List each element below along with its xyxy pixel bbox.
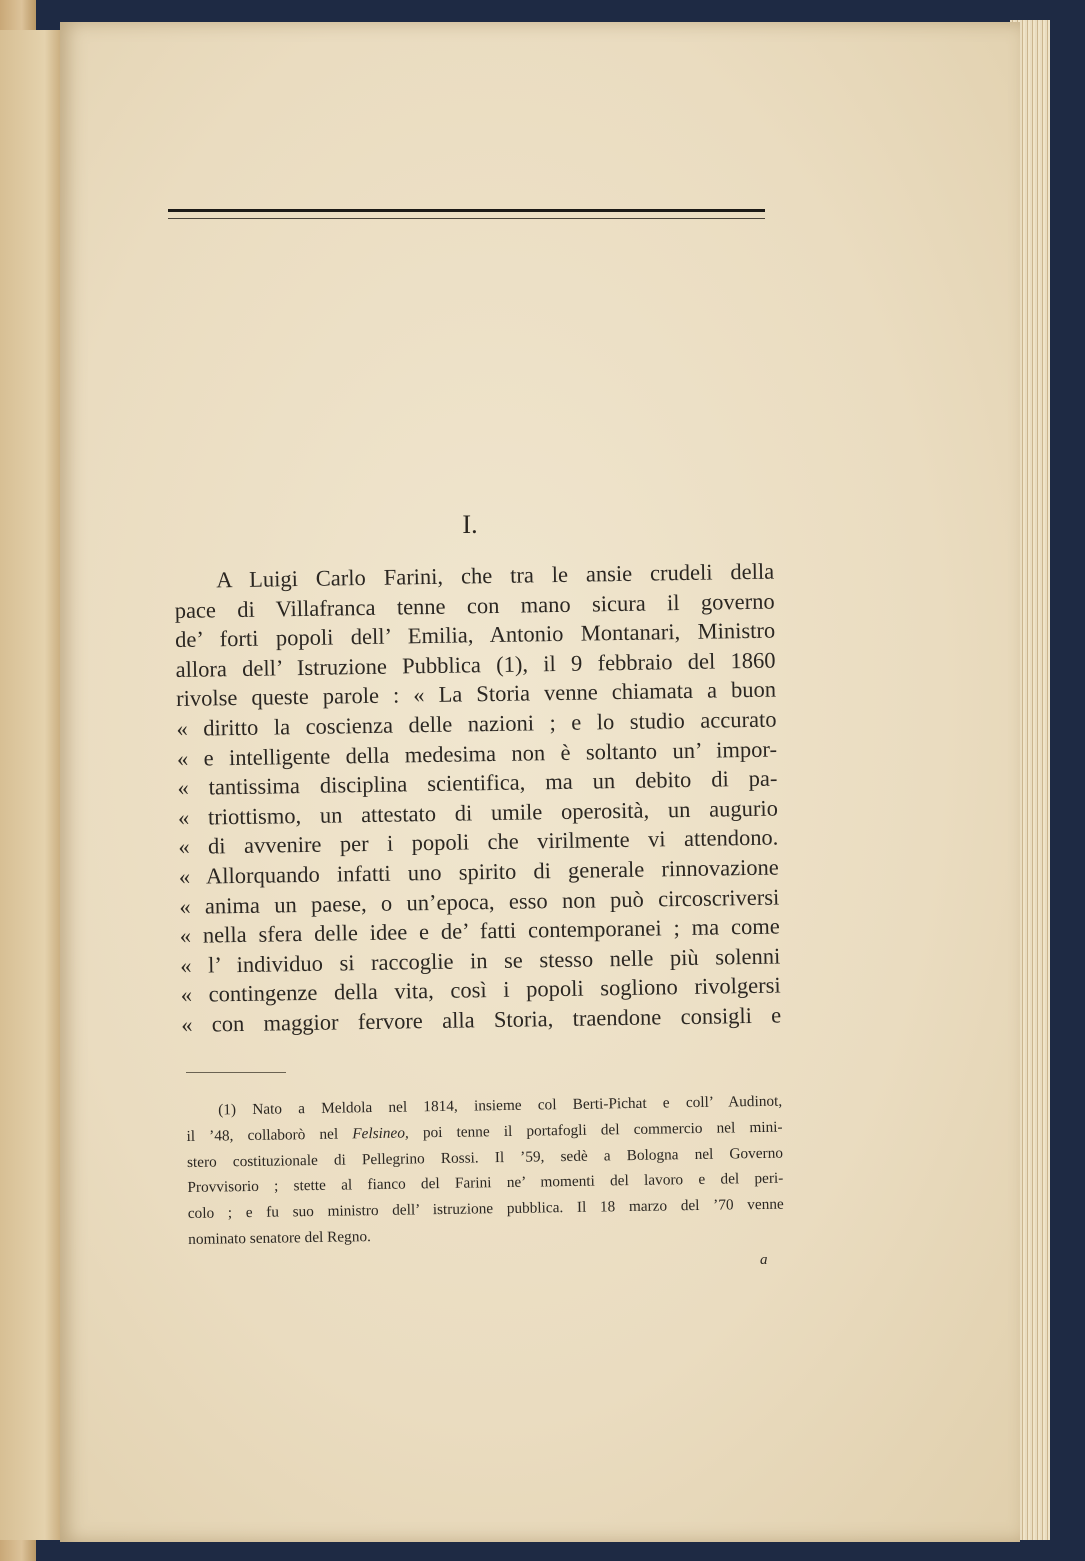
text-line: « Allorquando infatti uno spirito di generale rinnovazione xyxy=(178,854,779,889)
footnote-line: (1) Nato a Meldola nel 1814, insieme col Berti-Pichat e coll’ Audinot, xyxy=(218,1092,783,1119)
text-line: pace di Villafranca tenne con mano sicura il governo xyxy=(174,588,775,623)
facing-page-edge xyxy=(0,30,65,1540)
footnote-line: colo ; e fu suo ministro dell’ istruzione pubblica. Il 18 marzo del ’70 venne xyxy=(187,1195,784,1223)
text-line: « nella sfera delle idee e de’ fatti contemporanei ; ma come xyxy=(179,913,780,949)
text-line: A Luigi Carlo Farini, che tra le ansie crudeli della xyxy=(216,558,775,593)
text-line: « contingenze della vita, così i popoli sogliono rivolgersi xyxy=(180,972,781,1008)
text-line: « triottismo, un attestato di umile operosità, un augurio xyxy=(177,795,779,830)
text-line: « anima un paese, o un’epoca, esso non può circoscriversi xyxy=(179,884,780,919)
chapter-heading: I. xyxy=(462,510,478,539)
footnote-line: stero costituzionale di Pellegrino Rossi. Il ’59, sedè a Bologna nel Governo xyxy=(186,1144,784,1171)
text-line: « di avvenire per i popoli che virilmente vi attendono. xyxy=(178,824,779,860)
text-line: allora dell’ Istruzione Pubblica (1), il 9 febbraio del 1860 xyxy=(175,647,776,682)
footnote-line: nominato senatore del Regno. xyxy=(188,1228,372,1248)
body-paragraph xyxy=(174,557,781,1040)
text-line: « diritto la coscienza delle nazioni ; e lo studio accurato xyxy=(176,706,777,741)
text-line: rivolse queste parole : « La Storia venne chiamata a buon xyxy=(175,676,777,712)
footnote-text: poi tenne il portafogli del commercio nel mini- xyxy=(408,1118,783,1142)
footnote-line: Provvisorio ; stette al fianco del Farini ne’ momenti del lavoro e del peri- xyxy=(187,1170,784,1197)
footnote-rule xyxy=(186,1072,286,1073)
header-rule-thick xyxy=(168,209,765,212)
signature-mark: a xyxy=(760,1252,768,1268)
text-line: « l’ individuo si raccoglie in se stesso nelle più solenni xyxy=(180,943,781,978)
footnote-italic-title: Felsineo, xyxy=(352,1124,409,1143)
footnote-text: il ’48, collaborò nel xyxy=(186,1125,353,1145)
footnote xyxy=(186,1089,784,1253)
text-line: « con maggior fervore alla Storia, traendone consigli e xyxy=(181,1002,782,1037)
text-line: de’ forti popoli dell’ Emilia, Antonio Montanari, Ministro xyxy=(174,617,776,653)
header-rule-thin xyxy=(168,218,765,219)
text-line: « tantissima disciplina scientifica, ma un debito di pa- xyxy=(177,765,778,801)
text-line: « e intelligente della medesima non è soltanto un’ impor- xyxy=(176,736,778,771)
book-page xyxy=(60,22,1020,1542)
